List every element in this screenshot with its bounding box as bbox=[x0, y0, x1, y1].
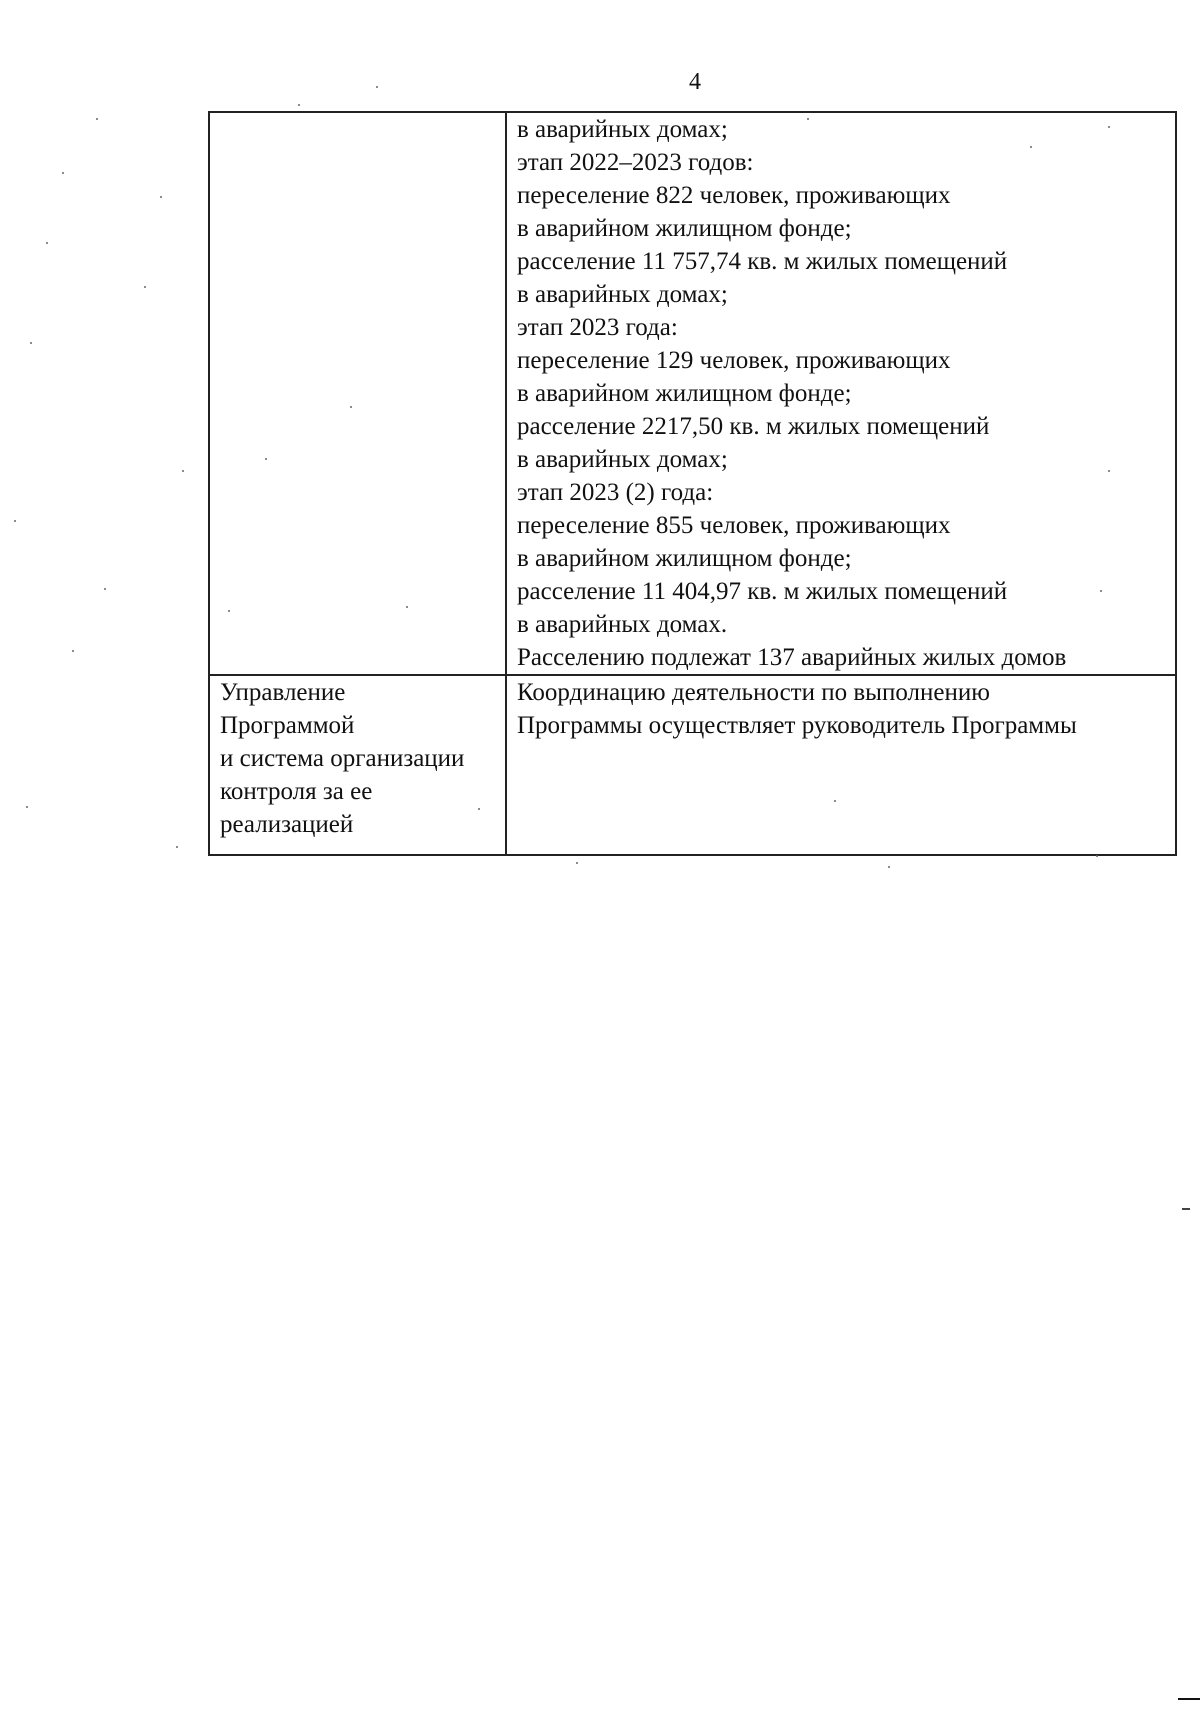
row-label-line: Программой bbox=[220, 712, 355, 739]
stage-heading: этап 2022–2023 годов: bbox=[517, 149, 754, 176]
scan-speck bbox=[144, 286, 146, 288]
text-line: расселение 2217,50 кв. м жилых помещений bbox=[517, 413, 990, 440]
scan-speck bbox=[265, 458, 267, 460]
text-line: в аварийных домах; bbox=[517, 116, 728, 143]
scan-speck bbox=[62, 172, 64, 174]
scan-speck bbox=[1108, 470, 1110, 472]
scan-speck bbox=[104, 588, 106, 590]
text-line: в аварийном жилищном фонде; bbox=[517, 380, 852, 407]
scan-speck bbox=[298, 104, 300, 106]
text-line: в аварийных домах. bbox=[517, 611, 728, 638]
table-row-stages bbox=[209, 112, 1176, 675]
scan-speck bbox=[1030, 146, 1032, 148]
scan-speck bbox=[1108, 126, 1110, 128]
scan-mark bbox=[1182, 1208, 1190, 1210]
text-line: в аварийных домах; bbox=[517, 446, 728, 473]
stage-heading: этап 2023 года: bbox=[517, 314, 678, 341]
scan-mark bbox=[1178, 1698, 1200, 1700]
text-line: расселение 11 404,97 кв. м жилых помещений bbox=[517, 578, 1008, 605]
text-line: переселение 822 человек, проживающих bbox=[517, 182, 951, 209]
scan-speck bbox=[406, 606, 408, 608]
scan-speck bbox=[807, 118, 809, 120]
scan-speck bbox=[14, 520, 16, 522]
text-line: Программы осуществляет руководитель Программы bbox=[517, 712, 1077, 739]
scan-speck bbox=[72, 650, 74, 652]
scan-speck bbox=[26, 806, 28, 808]
scan-speck bbox=[46, 242, 48, 244]
program-passport-table bbox=[208, 111, 1177, 856]
scan-speck bbox=[478, 808, 480, 810]
scan-speck bbox=[888, 866, 890, 868]
row-label-cell bbox=[209, 112, 506, 675]
scan-speck bbox=[376, 86, 378, 88]
scan-speck bbox=[576, 862, 578, 864]
text-line: в аварийных домах; bbox=[517, 281, 728, 308]
scan-speck bbox=[96, 118, 98, 120]
text-line: в аварийном жилищном фонде; bbox=[517, 545, 852, 572]
scan-speck bbox=[182, 470, 184, 472]
text-line: переселение 855 человек, проживающих bbox=[517, 512, 951, 539]
scan-speck bbox=[834, 800, 836, 802]
page-number: 4 bbox=[689, 69, 701, 95]
row-label-line: Управление bbox=[220, 679, 346, 706]
row-label-line: и система организации bbox=[220, 745, 465, 772]
text-line: в аварийном жилищном фонде; bbox=[517, 215, 852, 242]
scan-speck bbox=[228, 610, 230, 612]
row-value-cell bbox=[506, 112, 1176, 675]
stage-heading: этап 2023 (2) года: bbox=[517, 479, 714, 506]
table-row-management bbox=[209, 675, 1176, 855]
scan-speck bbox=[1096, 855, 1098, 857]
scan-speck bbox=[1100, 590, 1102, 592]
row-label-line: контроля за ее bbox=[220, 778, 373, 805]
text-line: расселение 11 757,74 кв. м жилых помещений bbox=[517, 248, 1008, 275]
row-label-cell bbox=[209, 675, 506, 855]
text-line: Координацию деятельности по выполнению bbox=[517, 679, 990, 706]
scan-speck bbox=[350, 406, 352, 408]
row-value-cell bbox=[506, 675, 1176, 855]
scan-speck bbox=[176, 846, 178, 848]
scan-speck bbox=[30, 342, 32, 344]
row-label-line: реализацией bbox=[220, 811, 354, 838]
text-line: переселение 129 человек, проживающих bbox=[517, 347, 951, 374]
scan-speck bbox=[160, 196, 162, 198]
text-line: Расселению подлежат 137 аварийных жилых домов bbox=[517, 644, 1067, 671]
